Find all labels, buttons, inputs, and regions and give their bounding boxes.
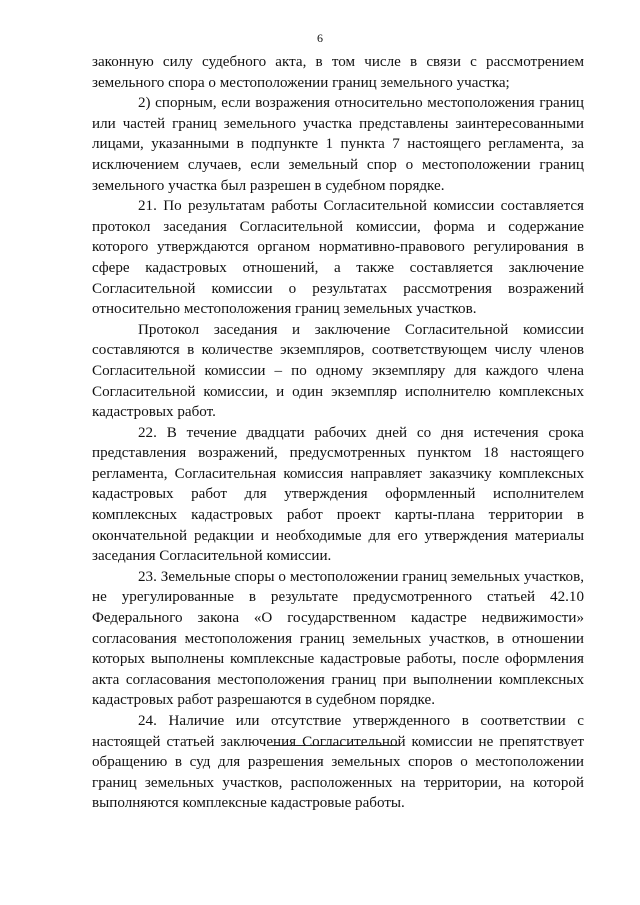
paragraph-clause-24: 24. Наличие или отсутствие утвержденного в соответствии с настоящей статьей заключения Согласительной комиссии не препятствует обращению в суд для разрешения земельных споров о местоположении границ земельных участков, расположенных на территории, на которой выполняются комплексные кадастровые работы. <box>92 713 584 812</box>
paragraph-clause-21: 21. По результатам работы Согласительной комиссии составляется протокол заседания Согласительной комиссии, форма и содержание которого утверждаются органом нормативно-правового регулирования в сфере кадастровых отношений, а также составляется заключение Согласительной комиссии о результатах рассмотрения возражений относительно местоположения границ земельных участков. <box>92 198 584 318</box>
page-number: 6 <box>317 31 323 45</box>
paragraph-clause-23: 23. Земельные споры о местоположении границ земельных участков, не урегулированные в результате предусмотренного статьей 42.10 Федерального закона «О государственном кадастре недвижимости» согласования местоположения границ земельных участков, в отношении которых выполнены комплексные кадастровые работы, после оформления акта согласования местоположения границ при выполнении комплексных кадастровых работ разрешаются в судебном порядке. <box>92 568 584 709</box>
end-of-document-rule <box>272 745 400 746</box>
paragraph-protocol: Протокол заседания и заключение Согласительной комиссии составляются в количестве экземпляров, соответствующем числу членов Согласительной комиссии – по одному экземпляру для каждого члена Согласительной комиссии, и один экземпляр исполнителю комплексных кадастровых работ. <box>92 321 584 421</box>
paragraph-continuation: законную силу судебного акта, в том числе в связи с рассмотрением земельного спора о местоположении границ земельного участка; <box>92 54 584 91</box>
document-body <box>92 52 584 814</box>
paragraph-item-2: 2) спорным, если возражения относительно местоположения границ или частей границ земельного участка представлены заинтересованными лицами, указанными в подпункте 1 пункта 7 настоящего регламента, за исключением случаев, если земельный спор о местоположении границ земельного участка был разрешен в судебном порядке. <box>92 95 584 194</box>
paragraph-clause-22: 22. В течение двадцати рабочих дней со дня истечения срока представления возражений, предусмотренных пунктом 18 настоящего регламента, Согласительная комиссия направляет заказчику комплексных кадастровых работ для утверждения оформленный исполнителем комплексных кадастровых работ проект карты-плана территории в окончательной редакции и необходимые для его утверждения материалы заседания Согласительной комиссии. <box>92 424 584 565</box>
